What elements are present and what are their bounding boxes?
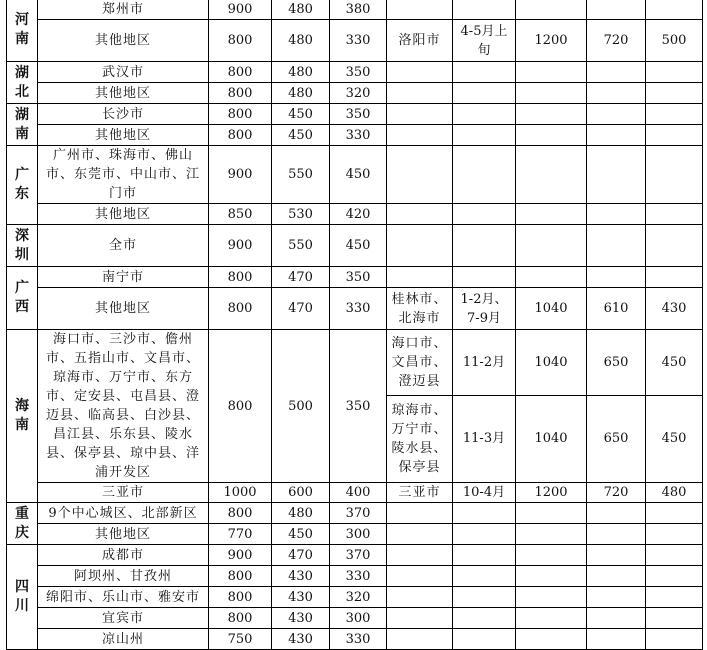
value-cell: 500 [272,330,330,483]
season-value-cell: 450 [646,330,703,396]
value-cell: 430 [272,608,330,629]
city-cell: 阿坝州、甘孜州 [38,566,209,587]
empty-cell [516,62,587,83]
value-cell: 750 [209,629,272,650]
value-cell: 850 [209,204,272,225]
empty-cell [646,267,703,288]
empty-cell [587,146,646,204]
empty-cell [387,524,453,545]
value-cell: 800 [209,587,272,608]
empty-cell [516,267,587,288]
empty-cell [387,83,453,104]
season-period-cell: 4-5月上旬 [453,20,516,62]
table-row [7,104,703,125]
table-row [7,267,703,288]
season-value-cell: 720 [587,20,646,62]
empty-cell [516,608,587,629]
empty-cell [646,104,703,125]
empty-cell [587,267,646,288]
season-period-cell: 11-2月 [453,330,516,396]
season-value-cell: 500 [646,20,703,62]
value-cell: 470 [272,267,330,288]
city-cell: 其他地区 [38,125,209,146]
season-city-cell: 洛阳市 [387,20,453,62]
empty-cell [587,608,646,629]
value-cell: 550 [272,146,330,204]
table-row [7,587,703,608]
city-cell: 其他地区 [38,524,209,545]
empty-cell [587,104,646,125]
season-city-cell: 桂林市、北海市 [387,288,453,330]
empty-cell [587,545,646,566]
season-value-cell: 650 [587,395,646,482]
province-cell: 深 圳 [7,225,38,267]
value-cell: 370 [330,545,387,566]
season-period-cell: 10-4月 [453,483,516,503]
empty-cell [646,225,703,267]
value-cell: 350 [330,62,387,83]
empty-cell [646,83,703,104]
value-cell: 330 [330,125,387,146]
table-row [7,608,703,629]
empty-cell [387,104,453,125]
value-cell: 1000 [209,483,272,503]
city-cell: 其他地区 [38,288,209,330]
empty-cell [387,0,453,20]
value-cell: 400 [330,483,387,503]
value-cell: 330 [330,20,387,62]
table-row [7,566,703,587]
empty-cell [453,545,516,566]
empty-cell [453,104,516,125]
empty-cell [516,503,587,524]
empty-cell [453,225,516,267]
city-cell: 海口市、三沙市、儋州市、五指山市、文昌市、琼海市、万宁市、东方市、定安县、屯昌县、澄迈县、临高县、白沙县、昌江县、乐东县、陵水县、保亭县、琼中县、洋浦开发区 [38,330,209,483]
city-cell: 长沙市 [38,104,209,125]
province-cell: 广 东 [7,146,38,225]
empty-cell [516,125,587,146]
empty-cell [453,503,516,524]
table-row [7,146,703,204]
empty-cell [387,146,453,204]
value-cell: 430 [272,566,330,587]
value-cell: 480 [272,0,330,20]
city-cell: 武汉市 [38,62,209,83]
empty-cell [453,587,516,608]
empty-cell [387,608,453,629]
value-cell: 300 [330,524,387,545]
value-cell: 450 [272,125,330,146]
season-value-cell: 1040 [516,395,587,482]
city-cell: 绵阳市、乐山市、雅安市 [38,587,209,608]
value-cell: 370 [330,503,387,524]
season-value-cell: 610 [587,288,646,330]
empty-cell [453,83,516,104]
empty-cell [646,62,703,83]
value-cell: 330 [330,288,387,330]
table-row [7,503,703,524]
value-cell: 430 [272,587,330,608]
table-row [7,288,703,330]
city-cell: 其他地区 [38,20,209,62]
empty-cell [516,83,587,104]
empty-cell [453,524,516,545]
province-cell: 四 川 [7,545,38,650]
city-cell: 其他地区 [38,83,209,104]
empty-cell [646,566,703,587]
empty-cell [516,524,587,545]
travel-allowance-table [6,0,703,650]
empty-cell [387,62,453,83]
empty-cell [587,125,646,146]
value-cell: 480 [272,503,330,524]
empty-cell [453,0,516,20]
empty-cell [387,125,453,146]
empty-cell [587,62,646,83]
empty-cell [646,204,703,225]
value-cell: 450 [330,225,387,267]
empty-cell [453,125,516,146]
season-period-cell: 1-2月、7-9月 [453,288,516,330]
value-cell: 380 [330,0,387,20]
value-cell: 480 [272,20,330,62]
value-cell: 800 [209,62,272,83]
value-cell: 450 [330,146,387,204]
empty-cell [387,204,453,225]
empty-cell [587,83,646,104]
empty-cell [453,204,516,225]
value-cell: 770 [209,524,272,545]
empty-cell [516,545,587,566]
city-cell: 成都市 [38,545,209,566]
season-period-cell: 11-3月 [453,395,516,482]
value-cell: 800 [209,288,272,330]
empty-cell [587,629,646,650]
value-cell: 800 [209,608,272,629]
province-cell: 重 庆 [7,503,38,545]
city-cell: 全市 [38,225,209,267]
empty-cell [587,587,646,608]
empty-cell [453,146,516,204]
empty-cell [646,629,703,650]
season-city-cell: 海口市、文昌市、澄迈县 [387,330,453,396]
empty-cell [453,62,516,83]
value-cell: 330 [330,566,387,587]
empty-cell [646,608,703,629]
city-cell: 9个中心城区、北部新区 [38,503,209,524]
province-cell: 河 南 [7,0,38,62]
value-cell: 800 [209,330,272,483]
value-cell: 900 [209,0,272,20]
value-cell: 480 [272,83,330,104]
empty-cell [587,566,646,587]
empty-cell [516,0,587,20]
season-value-cell: 450 [646,395,703,482]
empty-cell [516,204,587,225]
empty-cell [516,225,587,267]
season-city-cell: 琼海市、万宁市、陵水县、保亭县 [387,395,453,482]
empty-cell [516,104,587,125]
city-cell: 郑州市 [38,0,209,20]
empty-cell [516,146,587,204]
value-cell: 900 [209,545,272,566]
table-row [7,524,703,545]
value-cell: 800 [209,104,272,125]
value-cell: 480 [272,62,330,83]
value-cell: 450 [272,104,330,125]
value-cell: 800 [209,267,272,288]
table-row [7,62,703,83]
value-cell: 800 [209,83,272,104]
table-wrapper [6,0,703,650]
empty-cell [387,225,453,267]
empty-cell [387,503,453,524]
value-cell: 550 [272,225,330,267]
empty-cell [587,204,646,225]
season-value-cell: 480 [646,483,703,503]
value-cell: 800 [209,503,272,524]
value-cell: 800 [209,125,272,146]
empty-cell [646,503,703,524]
province-cell: 海 南 [7,330,38,503]
city-cell: 南宁市 [38,267,209,288]
city-cell: 宜宾市 [38,608,209,629]
value-cell: 530 [272,204,330,225]
empty-cell [646,587,703,608]
season-value-cell: 1200 [516,20,587,62]
empty-cell [516,587,587,608]
value-cell: 350 [330,267,387,288]
table-row [7,125,703,146]
value-cell: 300 [330,608,387,629]
empty-cell [387,545,453,566]
empty-cell [453,566,516,587]
value-cell: 470 [272,545,330,566]
empty-cell [587,225,646,267]
value-cell: 420 [330,204,387,225]
province-cell: 湖 南 [7,104,38,146]
value-cell: 800 [209,566,272,587]
table-row [7,330,703,396]
value-cell: 470 [272,288,330,330]
table-row [7,545,703,566]
empty-cell [646,125,703,146]
table-row [7,20,703,62]
value-cell: 450 [272,524,330,545]
value-cell: 430 [272,629,330,650]
season-value-cell: 430 [646,288,703,330]
empty-cell [387,267,453,288]
empty-cell [646,146,703,204]
empty-cell [387,587,453,608]
empty-cell [516,566,587,587]
value-cell: 600 [272,483,330,503]
value-cell: 350 [330,104,387,125]
empty-cell [387,566,453,587]
empty-cell [453,629,516,650]
empty-cell [587,524,646,545]
empty-cell [453,267,516,288]
empty-cell [587,0,646,20]
province-cell: 广 西 [7,267,38,330]
value-cell: 900 [209,225,272,267]
table-row [7,629,703,650]
season-city-cell: 三亚市 [387,483,453,503]
season-value-cell: 720 [587,483,646,503]
city-cell: 三亚市 [38,483,209,503]
value-cell: 320 [330,587,387,608]
empty-cell [587,503,646,524]
season-value-cell: 1040 [516,288,587,330]
value-cell: 900 [209,146,272,204]
table-row [7,483,703,503]
empty-cell [516,629,587,650]
province-cell: 湖 北 [7,62,38,104]
value-cell: 330 [330,629,387,650]
empty-cell [646,545,703,566]
table-row [7,225,703,267]
empty-cell [453,608,516,629]
city-cell: 凉山州 [38,629,209,650]
table-row [7,0,703,20]
value-cell: 800 [209,20,272,62]
season-value-cell: 1040 [516,330,587,396]
value-cell: 320 [330,83,387,104]
season-value-cell: 650 [587,330,646,396]
city-cell: 广州市、珠海市、佛山市、东莞市、中山市、江门市 [38,146,209,204]
season-value-cell: 1200 [516,483,587,503]
empty-cell [387,629,453,650]
table-row [7,204,703,225]
table-row [7,83,703,104]
empty-cell [646,524,703,545]
city-cell: 其他地区 [38,204,209,225]
value-cell: 350 [330,330,387,483]
empty-cell [646,0,703,20]
